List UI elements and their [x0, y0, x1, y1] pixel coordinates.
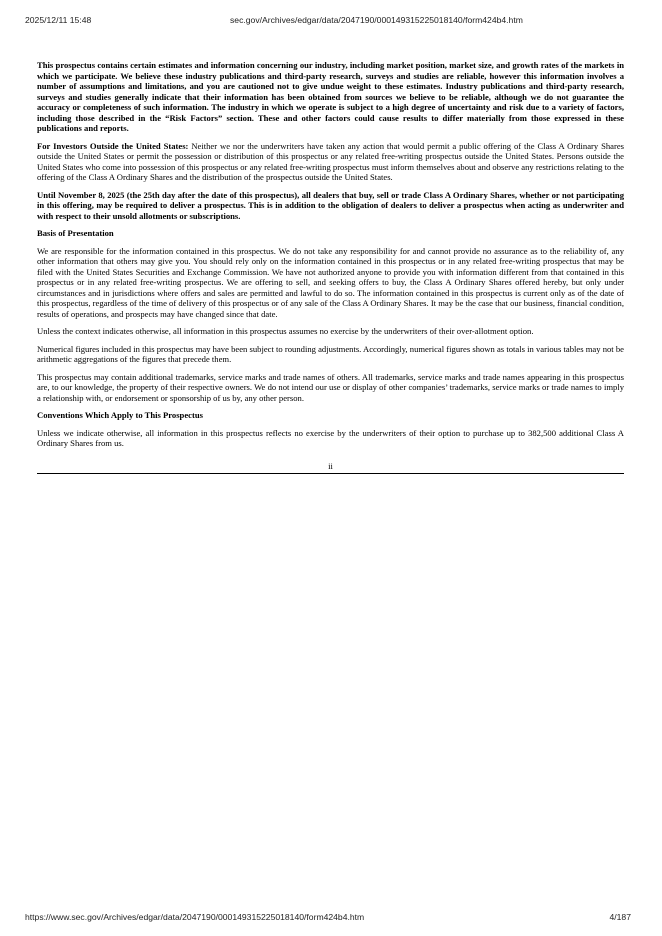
over-allotment-context-paragraph: Unless the context indicates otherwise, all information in this prospectus assumes no exercise by the underwriters of their over-allotment option.: [37, 326, 534, 336]
trademarks-paragraph: This prospectus may contain additional trademarks, service marks and trade names of others. All trademarks, service marks and trade names appearing in this prospectus are, to our knowledge, the property of their respective owners. We do not intend our use or display of other companies’ trademarks, service marks or trade names to imply a relationship with, or endorsement or sponsorship of us by, any other person.: [37, 371, 624, 403]
basis-of-presentation-heading: Basis of Presentation: [37, 228, 114, 238]
responsibility-paragraph: We are responsible for the information contained in this prospectus. We do not take any responsibility for and cannot provide no assurance as to the reliability of, any other information that others may give you. You should rely only on the information contained in this prospectus or in any related free-writing prospectus that may be filed with the United States Securities and Exchange Commission. We have not authorized anyone to provide you with information different from that contained in this prospectus or in any related free-writing prospectus. We are offering to sell, and seeking offers to buy, the Class A Ordinary Shares offered hereby, but only under circumstances and in jurisdictions where offers and sales are permitted and lawful to do so. The information contained in this prospectus is current only as of the date of this prospectus, regardless of the time of delivery of this prospectus or of any sale of the Class A Ordinary Shares. It may be the case that our business, financial condition, results of operations, and prospects may have changed since that date.: [37, 245, 624, 319]
conventions-heading: Conventions Which Apply to This Prospectus: [37, 410, 203, 420]
print-page-counter: 4/187: [609, 912, 631, 922]
print-timestamp: 2025/12/11 15:48: [25, 15, 92, 25]
numerical-figures-paragraph: Numerical figures included in this prospectus may have been subject to rounding adjustments. Accordingly, numerical figures shown as totals in various tables may not be arithmetic aggregations of the figures that precede them.: [37, 343, 624, 364]
industry-data-paragraph: This prospectus contains certain estimates and information concerning our industry, including market position, market size, and growth rates of the markets in which we participate. We believe these industry publications and third-party research, surveys and studies are reliable, however this information involves a number of assumptions and limitations, and you are cautioned not to give undue weight to these estimates. Industry publications and third-party research, surveys and studies generally indicate that their information has been obtained from sources we believe to be reliable, although we do not guarantee the accuracy or completeness of such information. The industry in which we operate is subject to a high degree of uncertainty and risk due to a variety of factors, including those described in the “Risk Factors” section. These and other factors could cause results to differ materially from those expressed in these publications and reports.: [37, 60, 624, 133]
investors-outside-us-label: For Investors Outside the United States:: [37, 140, 189, 151]
print-footer-url: https://www.sec.gov/Archives/edgar/data/2047190/000149315225018140/form424b4.htm: [25, 912, 365, 922]
page-number: ii: [328, 460, 333, 471]
document-body: [37, 60, 624, 474]
page-bottom-rule: [37, 473, 624, 474]
print-header-url: sec.gov/Archives/edgar/data/2047190/000149315225018140/form424b4.htm: [230, 15, 523, 25]
investors-outside-us-text: Neither we nor the underwriters have taken any action that would permit a public offering of the Class A Ordinary Shares outside the United States or permit the possession or distribution of this prospectus or any related free-writing prospectus outside the United States. Persons outside the United States who come into possession of this prospectus or any related free-writing prospectus must inform themselves about and observe any restrictions relating to the offering of the Class A Ordinary Shares and the distribution of the prospectus outside the United States.: [37, 140, 624, 182]
conventions-paragraph: Unless we indicate otherwise, all information in this prospectus reflects no exercise by the underwriters of their option to purchase up to 382,500 additional Class A Ordinary Shares from us.: [37, 427, 624, 448]
investors-outside-us-paragraph: [37, 141, 624, 183]
dealer-prospectus-delivery-paragraph: Until November 8, 2025 (the 25th day after the date of this prospectus), all dealers that buy, sell or trade Class A Ordinary Shares, whether or not participating in this offering, may be required to deliver a prospectus. This is in addition to the obligation of dealers to deliver a prospectus when acting as underwriter and with respect to their unsold allotments or subscriptions.: [37, 189, 624, 221]
